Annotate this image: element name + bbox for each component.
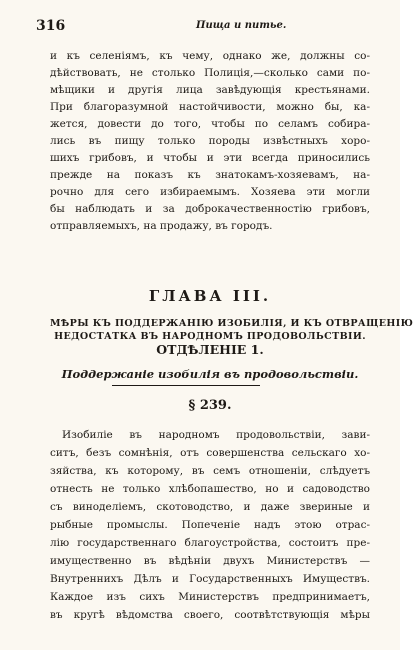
text-line: рочно для сего избираемымъ. Хозяева эти могли [50, 186, 370, 198]
text-line: Внутреннихъ Дѣлъ и Государственныхъ Имуществъ. [50, 573, 370, 585]
text-line: имущественно въ вѣдѣніи двухъ Министерствъ — [50, 555, 370, 567]
text-line: бы наблюдать и за доброкачественностію грибовъ, [50, 203, 370, 215]
text-line: дѣйствовать, не столько Полиція,—сколько сами по- [50, 67, 370, 79]
page-header [36, 18, 371, 36]
text-line: рыбные промыслы. Попеченіе надъ этою отрас- [50, 519, 370, 531]
chapter-subtitle-line: МѢРЫ КЪ ПОДДЕРЖАНІЮ ИЗОБИЛІЯ, И КЪ ОТВРАЩЕНІЮ [50, 318, 413, 329]
text-line: При благоразумной настойчивости, можно бы, ка- [50, 101, 370, 113]
text-line: отправляемыхъ, на продажу, въ городъ. [50, 220, 273, 232]
text-line: отнесть не только хлѣбопашество, но и садоводство [50, 483, 370, 495]
text-line: ситъ, безъ сомнѣнія, отъ совершенства сельскаго хо- [50, 447, 370, 459]
chapter-title: ГЛАВА III. [148, 287, 272, 305]
text-line: Каждое изъ сихъ Министерствъ предпринимаетъ, [50, 591, 370, 603]
running-title: Пища и питье. [196, 20, 287, 31]
text-line: шихъ грибовъ, и чтобы и эти всегда приносились [50, 152, 370, 164]
text-line: лію государственнаго благоустройства, состоитъ пре- [50, 537, 370, 549]
paragraph-number: § 239. [188, 398, 232, 413]
chapter-subtitle-line: НЕДОСТАТКА ВЪ НАРОДНОМЪ ПРОДОВОЛЬСТВІИ. [54, 331, 366, 342]
page-number: 316 [36, 18, 66, 34]
text-line: и къ селеніямъ, къ чему, однако же, должны со- [50, 50, 370, 62]
text-line: съ виноделіемъ, скотоводство, и даже звериные и [50, 501, 370, 513]
text-line: Изобиліе въ народномъ продовольствіи, зави- [62, 429, 370, 441]
text-line: жется, довести до того, чтобы по селамъ собира- [50, 118, 370, 130]
text-line: прежде на показъ къ знатокамъ-хозяевамъ, на- [50, 169, 370, 181]
text-line: лись въ пищу только породы извѣстныхъ хоро- [50, 135, 370, 147]
section-subtitle: Поддержаніе изобилія въ продовольствіи. [61, 367, 359, 381]
subtitle-underline [112, 385, 260, 386]
text-line: въ кругѣ вѣдомства своего, соотвѣтствующія мѣры [50, 609, 370, 621]
section-title: ОТДѢЛЕНІЕ 1. [156, 342, 264, 357]
text-line: зяйства, къ которому, въ семъ отношеніи, слѣдуетъ [50, 465, 370, 477]
text-line: мѣщики и другія лица завѣдующія крестьянами. [50, 84, 370, 96]
